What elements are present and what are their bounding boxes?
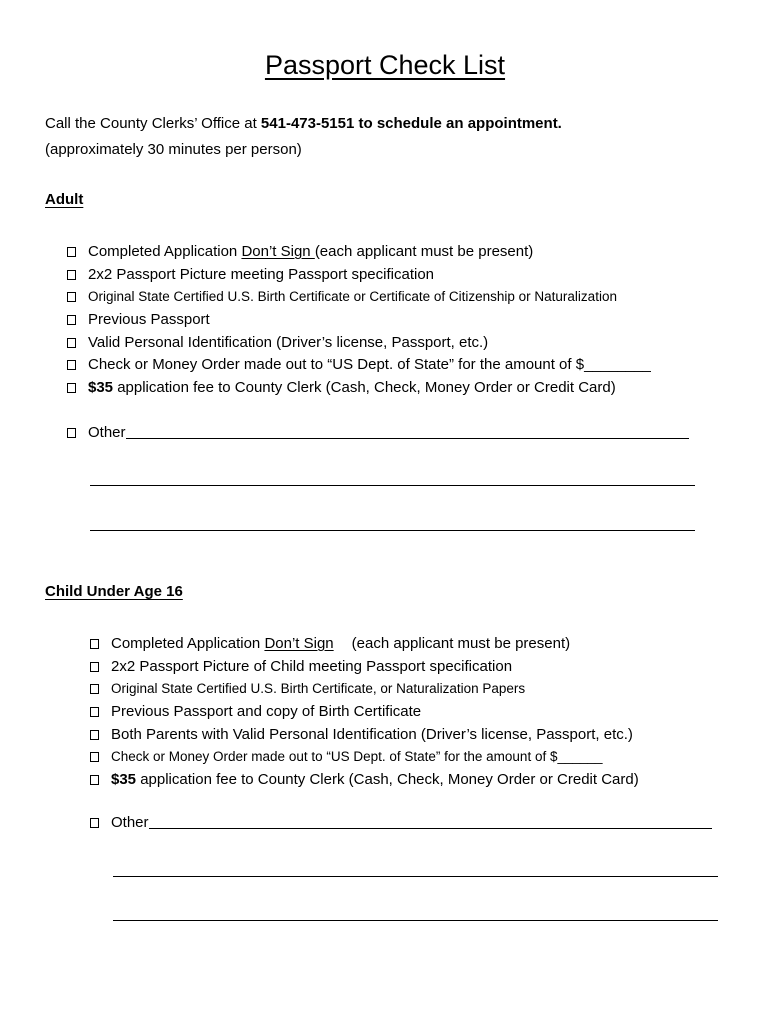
checkbox[interactable] [67,270,76,280]
dont-sign-note: Don’t Sign [264,635,334,652]
checkbox[interactable] [67,338,76,348]
child-section-heading: Child Under Age 16 [45,583,183,600]
other-label: Other [111,814,149,831]
checkbox[interactable] [90,730,99,740]
checkbox[interactable] [67,360,76,370]
child-blank-line-2[interactable] [113,920,718,921]
intro-line-duration: (approximately 30 minutes per person) [45,141,302,158]
checkbox[interactable] [90,639,99,649]
checkbox[interactable] [90,752,99,762]
checkbox[interactable] [90,707,99,717]
intro-line-phone [45,115,562,132]
adult-item-previous-passport: Previous Passport [67,309,651,332]
adult-blank-line-2[interactable] [90,530,695,531]
child-checklist [90,633,639,792]
other-label: Other [88,424,126,441]
checkbox[interactable] [67,292,76,302]
adult-other-row [67,424,689,441]
child-item-birth-certificate: Original State Certified U.S. Birth Certificate, or Naturalization Papers [90,678,639,701]
adult-section-heading: Adult [45,191,84,208]
adult-item-application: Completed Application Don’t Sign (each applicant must be present) [67,241,651,264]
adult-item-photo: 2x2 Passport Picture meeting Passport specification [67,264,651,287]
checkbox[interactable] [67,247,76,257]
intro-prefix: Call the County Clerks’ Office at [45,115,261,132]
checkbox[interactable] [90,775,99,785]
child-item-identification: Both Parents with Valid Personal Identification (Driver’s license, Passport, etc.) [90,724,639,747]
checkbox[interactable] [67,428,76,438]
checkbox[interactable] [67,315,76,325]
child-item-application: Completed Application Don’t Sign (each applicant must be present) [90,633,639,656]
child-item-previous-passport: Previous Passport and copy of Birth Certificate [90,701,639,724]
other-write-line[interactable] [149,814,712,829]
child-item-fee: $35 application fee to County Clerk (Cash, Check, Money Order or Credit Card) [90,769,639,792]
adult-blank-line-1[interactable] [90,485,695,486]
child-item-check: Check or Money Order made out to “US Dept. of State” for the amount of $______ [90,746,639,769]
checkbox[interactable] [67,383,76,393]
checkbox[interactable] [90,818,99,828]
intro-phone-text: 541-473-5151 to schedule an appointment. [260,115,562,132]
adult-item-birth-certificate: Original State Certified U.S. Birth Certificate or Certificate of Citizenship or Naturalization [67,286,651,309]
adult-item-identification: Valid Personal Identification (Driver’s license, Passport, etc.) [67,332,651,355]
child-item-photo: 2x2 Passport Picture of Child meeting Passport specification [90,656,639,679]
checkbox[interactable] [90,662,99,672]
checkbox[interactable] [90,684,99,694]
child-blank-line-1[interactable] [113,876,718,877]
dont-sign-note: Don’t Sign [241,243,315,260]
page-title: Passport Check List [264,50,506,80]
other-write-line[interactable] [126,424,689,439]
adult-item-fee: $35 application fee to County Clerk (Cash, Check, Money Order or Credit Card) [67,377,651,400]
adult-checklist [67,241,651,400]
child-other-row [90,814,712,831]
adult-item-check: Check or Money Order made out to “US Dept. of State” for the amount of $________ [67,354,651,377]
